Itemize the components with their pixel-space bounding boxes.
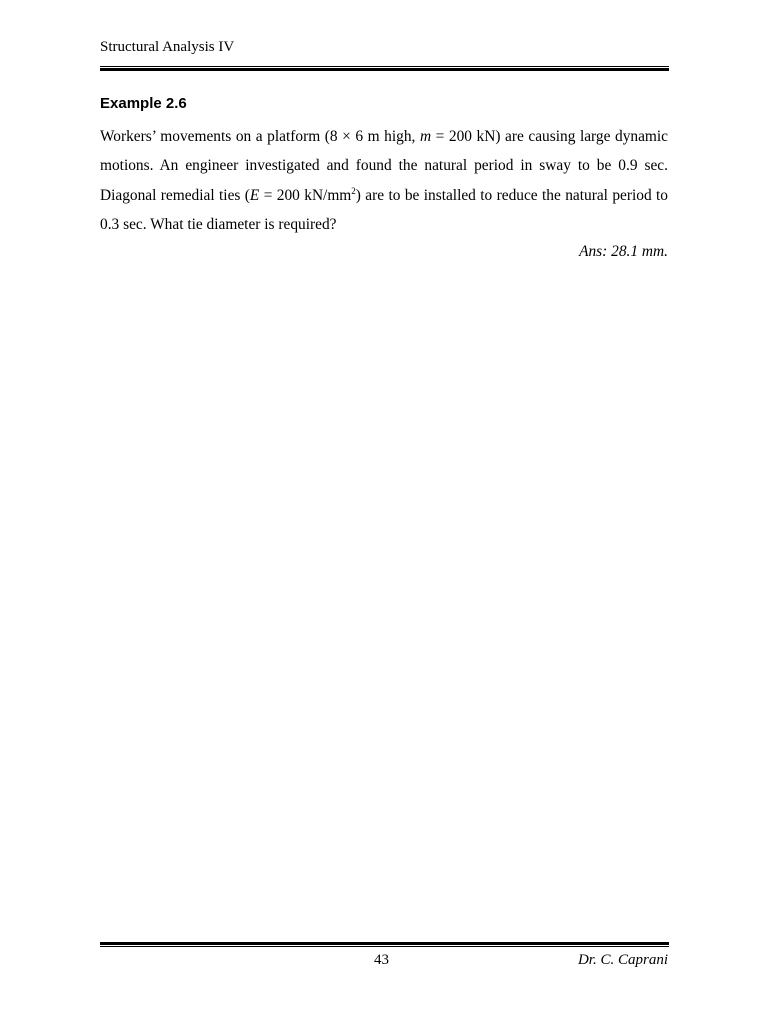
- example-title: Example 2.6: [100, 95, 187, 112]
- unit-exponent: 2: [351, 185, 356, 196]
- problem-text-part-4: ) are to be installed to reduce the natural period to 0.3 sec. What tie diameter is required?: [100, 186, 668, 233]
- page-number: 43: [374, 952, 389, 968]
- footer-divider-thin-line: [100, 946, 669, 947]
- modulus-symbol: E: [249, 186, 260, 204]
- running-header: Structural Analysis IV: [100, 39, 235, 55]
- header-divider: [100, 66, 669, 72]
- problem-text-part-3: = 200 kN/mm: [259, 186, 352, 204]
- example-problem-text: [100, 122, 668, 239]
- mass-symbol: m: [419, 128, 432, 145]
- answer-text: Ans: 28.1 mm.: [579, 243, 668, 260]
- problem-text-part-2: = 200 kN) are causing large dynamic motions. An engineer investigated and found the natural period in sway to be 0.9 sec. Diagonal remedial ties (: [100, 128, 668, 204]
- footer-divider: [100, 942, 669, 948]
- problem-text-part-1: Workers’ movements on a platform (8 × 6 m high,: [100, 128, 420, 145]
- author-name: Dr. C. Caprani: [577, 952, 668, 968]
- header-divider-thin-line: [100, 66, 669, 67]
- header-divider-thick-line: [100, 68, 669, 71]
- footer-divider-thick-line: [100, 942, 669, 945]
